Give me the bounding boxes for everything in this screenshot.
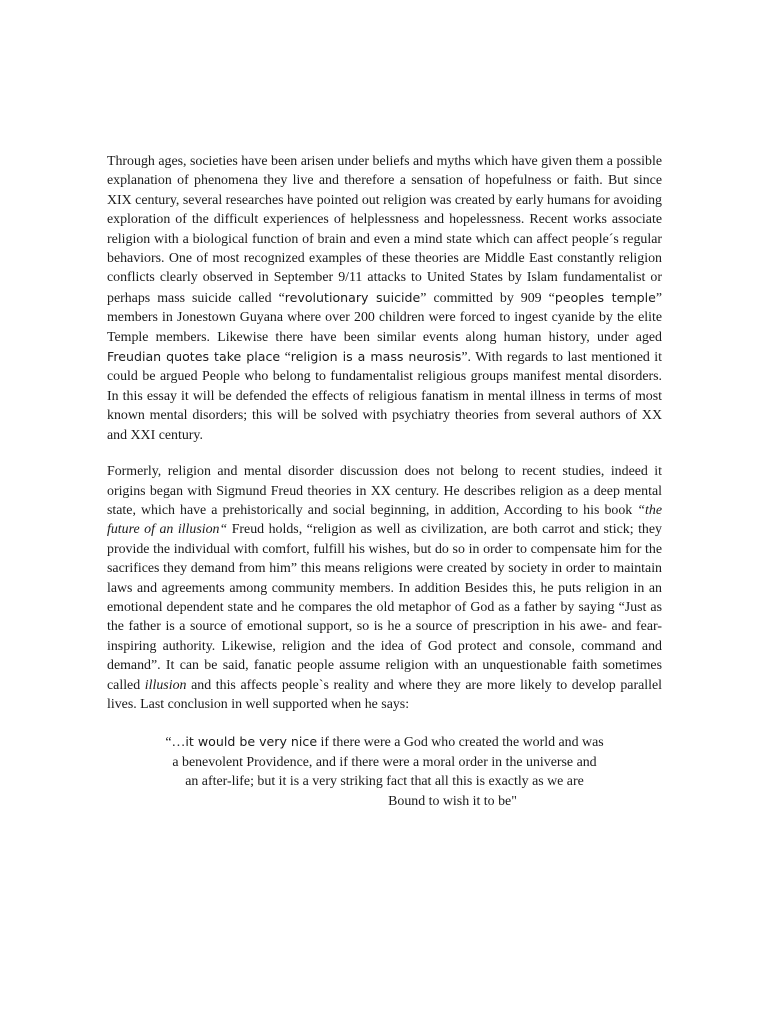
paragraph-2-run-3: Freud holds, “religion as well as civilization, are both carrot and stick; they provide the individual with comfort, fulfill his wishes, but do so in order to compensate him for the sacrifices they demand from him” this means religions were created by society in order to maintain laws and agreements among community members. In addition Besides this, he puts religion in an emotional dependent state and he compares the old metaphor of God as a father by saying “Just as the father is a source of emotional support, so is he a source of prescription in his awe- and fear-inspiring authority. Likewise, religion and the idea of God protect and console, command and demand”. It can be said, fanatic people assume religion with an unquestionable faith sometimes called xyxy=(107,522,662,693)
paragraph-1-run-3: ” committed by 909 “ xyxy=(420,290,555,306)
paragraph-1-run-2: revolutionary suicide xyxy=(284,289,421,305)
quote-line-3: an after-life; but it is a very striking fact that all this is exactly as we are xyxy=(185,774,584,790)
quote-line-2: a benevolent Providence, and if there were a moral order in the universe and xyxy=(172,754,597,770)
paragraph-1-run-4: peoples temple xyxy=(554,289,656,305)
paragraph-1 xyxy=(107,152,662,445)
paragraph-2-run-2: “the future of an illusion“ xyxy=(107,502,662,538)
paragraph-1-run-9: ”. With regards to last mentioned it could be argued People who belong to fundamentalist religious groups manifest mental disorders. In this essay it will be defended the effects of religious fanatism in mental illness in terms of most known mental disorders; this will be solved with psychiatry theories from several authors of XX and XXI century. xyxy=(107,350,662,443)
document-page xyxy=(107,152,662,811)
quote-open-mark: “… xyxy=(165,735,186,751)
paragraph-1-run-6: Freudian quotes take place xyxy=(107,349,281,365)
paragraph-2-run-1: Formerly, religion and mental disorder discussion does not belong to recent studies, indeed it origins began with Sigmund Freud theories in XX century. He describes religion as a deep mental state, which have a prehistorically and social beginning, in addition, According to his book xyxy=(107,464,662,518)
paragraph-2 xyxy=(107,462,662,714)
paragraph-1-run-1: Through ages, societies have been arisen under beliefs and myths which have given them a possible explanation of phenomena they live and therefore a sensation of hopefulness or faith. But since XIX century, several researches have pointed out religion was created by early humans for avoiding exploration of the difficult experiences of helplessness and hopelessness. Recent works associate religion with a biological function of brain and even a mind state which can affect people´s regular behaviors. One of most recognized examples of these theories are Middle East constantly religion conflicts clearly observed in September 9/11 attacks to United States by Islam fundamentalist or perhaps mass suicide called “ xyxy=(107,154,662,306)
quote-sans-run: it would be very nice xyxy=(185,734,318,750)
paragraph-1-run-8: religion is a mass neurosis xyxy=(290,349,462,365)
paragraph-1-run-7: “ xyxy=(280,350,291,366)
paragraph-1-run-5: ” members in Jonestown Guyana where over 200 children were forced to ingest cyanide by the elite Temple members. Likewise there have been similar events along human history, under aged xyxy=(107,290,662,345)
block-quote xyxy=(107,732,662,811)
paragraph-2-run-5: and this affects people`s reality and where they are more likely to develop parallel lives. Last conclusion in well supported when he says: xyxy=(107,677,662,712)
quote-line-1-rest: if there were a God who created the world and was xyxy=(317,735,604,751)
quote-line-4: Bound to wish it to be" xyxy=(388,793,517,809)
paragraph-2-run-4: illusion xyxy=(144,677,187,693)
quote-line-1 xyxy=(107,732,662,752)
